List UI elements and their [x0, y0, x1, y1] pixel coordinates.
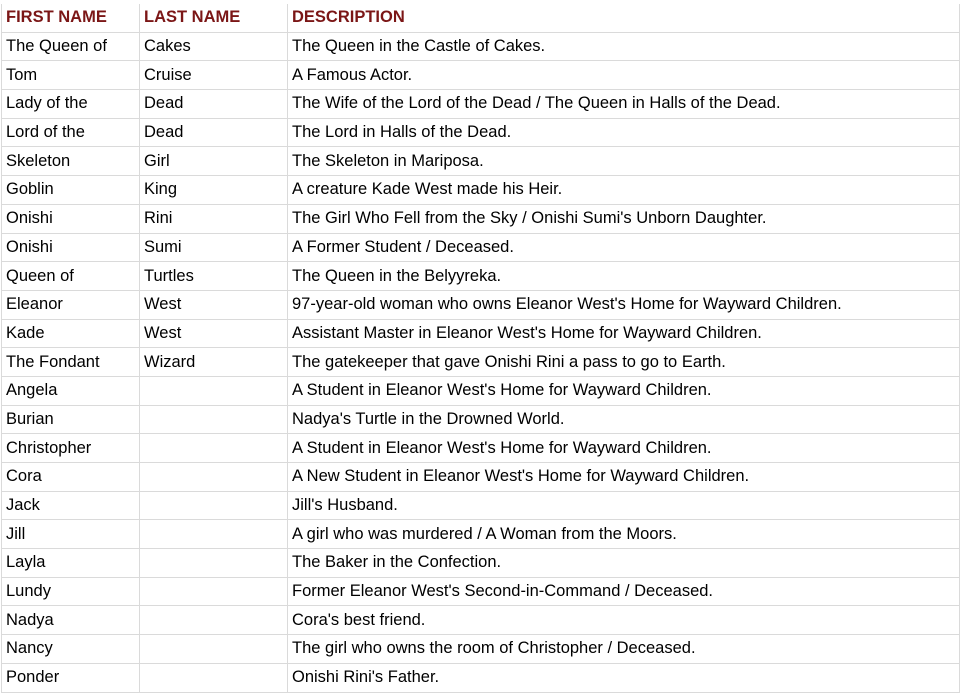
last-name-cell[interactable]: [140, 434, 288, 463]
first-name-cell[interactable]: Goblin: [2, 176, 140, 205]
description-cell[interactable]: A girl who was murdered / A Woman from the Moors.: [288, 520, 960, 549]
first-name-cell[interactable]: Nadya: [2, 606, 140, 635]
header-row: [2, 4, 960, 32]
first-name-cell[interactable]: The Fondant: [2, 348, 140, 377]
description-cell[interactable]: A New Student in Eleanor West's Home for Wayward Children.: [288, 463, 960, 492]
last-name-cell[interactable]: Rini: [140, 204, 288, 233]
table-row: [2, 491, 960, 520]
description-cell[interactable]: The Queen in the Castle of Cakes.: [288, 32, 960, 61]
table-row: [2, 663, 960, 692]
first-name-cell[interactable]: Layla: [2, 549, 140, 578]
first-name-cell[interactable]: Lundy: [2, 577, 140, 606]
first-name-cell[interactable]: Skeleton: [2, 147, 140, 176]
table-row: [2, 118, 960, 147]
first-name-cell[interactable]: Eleanor: [2, 290, 140, 319]
table-row: [2, 577, 960, 606]
table-row: [2, 233, 960, 262]
character-table: [1, 4, 960, 693]
last-name-cell[interactable]: Sumi: [140, 233, 288, 262]
first-name-cell[interactable]: Cora: [2, 463, 140, 492]
table-row: [2, 90, 960, 119]
table-row: [2, 147, 960, 176]
description-cell[interactable]: The Queen in the Belyyreka.: [288, 262, 960, 291]
table-row: [2, 606, 960, 635]
last-name-cell[interactable]: [140, 549, 288, 578]
last-name-cell[interactable]: [140, 663, 288, 692]
last-name-cell[interactable]: [140, 491, 288, 520]
last-name-cell[interactable]: West: [140, 290, 288, 319]
header-last-name[interactable]: LAST NAME: [140, 4, 288, 32]
description-cell[interactable]: A Student in Eleanor West's Home for Wayward Children.: [288, 376, 960, 405]
last-name-cell[interactable]: [140, 376, 288, 405]
table-row: [2, 61, 960, 90]
first-name-cell[interactable]: Burian: [2, 405, 140, 434]
table-row: [2, 176, 960, 205]
description-cell[interactable]: The Lord in Halls of the Dead.: [288, 118, 960, 147]
last-name-cell[interactable]: Girl: [140, 147, 288, 176]
table-row: [2, 405, 960, 434]
first-name-cell[interactable]: Angela: [2, 376, 140, 405]
first-name-cell[interactable]: The Queen of: [2, 32, 140, 61]
last-name-cell[interactable]: [140, 405, 288, 434]
table-row: [2, 204, 960, 233]
description-cell[interactable]: The gatekeeper that gave Onishi Rini a pass to go to Earth.: [288, 348, 960, 377]
last-name-cell[interactable]: [140, 606, 288, 635]
first-name-cell[interactable]: Kade: [2, 319, 140, 348]
description-cell[interactable]: A creature Kade West made his Heir.: [288, 176, 960, 205]
last-name-cell[interactable]: West: [140, 319, 288, 348]
first-name-cell[interactable]: Christopher: [2, 434, 140, 463]
description-cell[interactable]: A Famous Actor.: [288, 61, 960, 90]
header-first-name[interactable]: FIRST NAME: [2, 4, 140, 32]
table-row: [2, 434, 960, 463]
table-row: [2, 348, 960, 377]
first-name-cell[interactable]: Ponder: [2, 663, 140, 692]
first-name-cell[interactable]: Lady of the: [2, 90, 140, 119]
first-name-cell[interactable]: Onishi: [2, 233, 140, 262]
last-name-cell[interactable]: Turtles: [140, 262, 288, 291]
table-row: [2, 290, 960, 319]
last-name-cell[interactable]: King: [140, 176, 288, 205]
description-cell[interactable]: Nadya's Turtle in the Drowned World.: [288, 405, 960, 434]
last-name-cell[interactable]: Wizard: [140, 348, 288, 377]
table-row: [2, 32, 960, 61]
table-row: [2, 520, 960, 549]
first-name-cell[interactable]: Queen of: [2, 262, 140, 291]
description-cell[interactable]: The Wife of the Lord of the Dead / The Queen in Halls of the Dead.: [288, 90, 960, 119]
last-name-cell[interactable]: [140, 520, 288, 549]
description-cell[interactable]: The Baker in the Confection.: [288, 549, 960, 578]
first-name-cell[interactable]: Lord of the: [2, 118, 140, 147]
last-name-cell[interactable]: [140, 635, 288, 664]
table-row: [2, 635, 960, 664]
last-name-cell[interactable]: Cruise: [140, 61, 288, 90]
first-name-cell[interactable]: Nancy: [2, 635, 140, 664]
description-cell[interactable]: Assistant Master in Eleanor West's Home for Wayward Children.: [288, 319, 960, 348]
table-row: [2, 549, 960, 578]
first-name-cell[interactable]: Onishi: [2, 204, 140, 233]
description-cell[interactable]: Former Eleanor West's Second-in-Command / Deceased.: [288, 577, 960, 606]
table-row: [2, 319, 960, 348]
header-description[interactable]: DESCRIPTION: [288, 4, 960, 32]
last-name-cell[interactable]: Dead: [140, 90, 288, 119]
last-name-cell[interactable]: [140, 577, 288, 606]
description-cell[interactable]: A Former Student / Deceased.: [288, 233, 960, 262]
first-name-cell[interactable]: Tom: [2, 61, 140, 90]
table-row: [2, 463, 960, 492]
description-cell[interactable]: The Girl Who Fell from the Sky / Onishi Sumi's Unborn Daughter.: [288, 204, 960, 233]
last-name-cell[interactable]: Dead: [140, 118, 288, 147]
description-cell[interactable]: Jill's Husband.: [288, 491, 960, 520]
description-cell[interactable]: Cora's best friend.: [288, 606, 960, 635]
first-name-cell[interactable]: Jill: [2, 520, 140, 549]
last-name-cell[interactable]: Cakes: [140, 32, 288, 61]
description-cell[interactable]: Onishi Rini's Father.: [288, 663, 960, 692]
description-cell[interactable]: 97-year-old woman who owns Eleanor West's Home for Wayward Children.: [288, 290, 960, 319]
table-row: [2, 262, 960, 291]
description-cell[interactable]: A Student in Eleanor West's Home for Wayward Children.: [288, 434, 960, 463]
description-cell[interactable]: The Skeleton in Mariposa.: [288, 147, 960, 176]
first-name-cell[interactable]: Jack: [2, 491, 140, 520]
description-cell[interactable]: The girl who owns the room of Christopher / Deceased.: [288, 635, 960, 664]
table-row: [2, 376, 960, 405]
last-name-cell[interactable]: [140, 463, 288, 492]
